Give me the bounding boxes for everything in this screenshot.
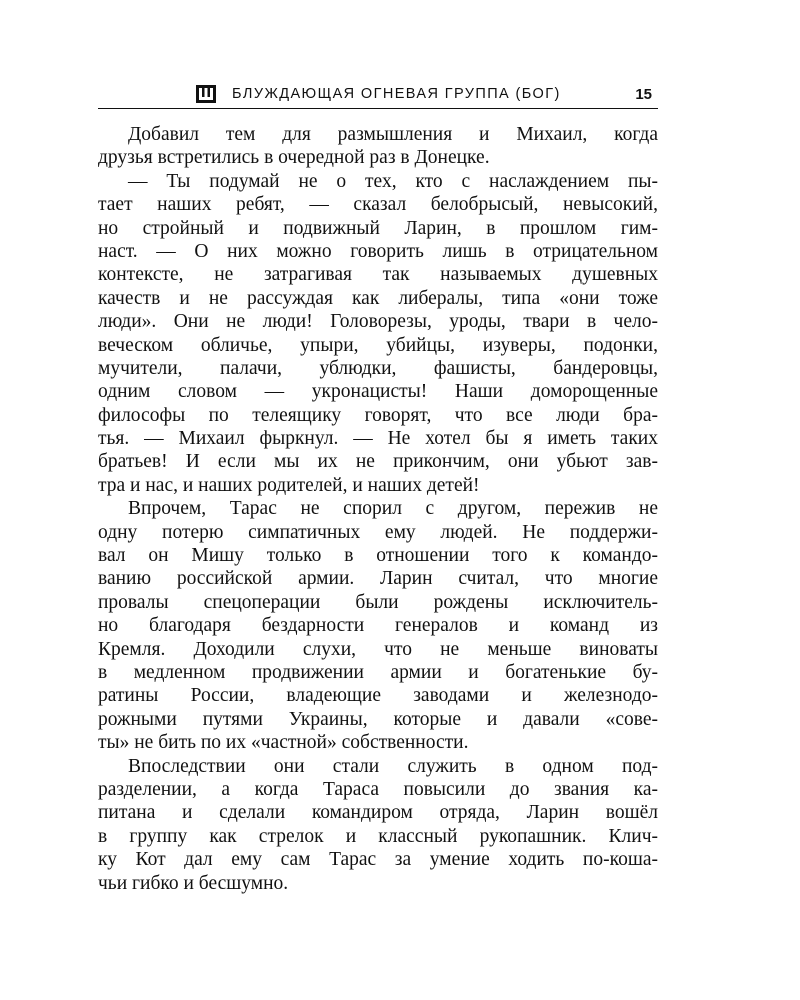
text-line: ку Кот дал ему сам Тарас за умение ходить по-коша-: [98, 849, 658, 871]
body-text: [98, 123, 658, 895]
text-line: веческом обличье, упыри, убийцы, изуверы, подонки,: [98, 334, 658, 356]
text-line: тра и нас, и наших родителей, и наших детей!: [98, 474, 480, 496]
text-line: но стройный и подвижный Ларин, в прошлом гим-: [98, 217, 658, 239]
text-line: Впрочем, Тарас не спорил с другом, пережив не: [128, 498, 658, 520]
text-line: Впоследствии они стали служить в одном под-: [128, 755, 658, 777]
text-line: мучители, палачи, ублюдки, фашисты, бандеровцы,: [98, 357, 658, 379]
text-line: провалы спецоперации были рождены исключитель-: [98, 591, 658, 613]
publisher-logo-icon: [196, 85, 216, 103]
page-number: 15: [635, 85, 652, 103]
text-line: разделении, а когда Тараса повысили до звания ка-: [98, 778, 658, 800]
text-line: качеств и не рассуждая как либералы, типа «они тоже: [98, 287, 658, 309]
book-title: БЛУЖДАЮЩАЯ ОГНЕВАЯ ГРУППА (БОГ): [232, 86, 561, 102]
text-line: тья. — Михаил фыркнул. — Не хотел бы я иметь таких: [98, 428, 658, 450]
text-line: контексте, не затрагивая так называемых душевных: [98, 264, 658, 286]
text-line: чьи гибко и бесшумно.: [98, 872, 289, 894]
text-line: ратины России, владеющие заводами и железнодо-: [98, 685, 658, 707]
text-line: одну потерю симпатичных ему людей. Не поддержи-: [98, 521, 658, 543]
text-line: Добавил тем для размышления и Михаил, когда: [128, 124, 658, 145]
text-line: друзья встретились в очередной раз в Донецке.: [98, 147, 490, 169]
text-line: но благодаря бездарности генералов и команд из: [98, 615, 658, 637]
text-line: философы по телеящику говорят, что все люди бра-: [98, 404, 658, 426]
text-line: ты» не бить по их «частной» собственности.: [98, 732, 469, 754]
text-line: вал он Мишу только в отношении того к командо-: [98, 545, 658, 567]
text-line: Кремля. Доходили слухи, что не меньше виноваты: [98, 638, 658, 660]
text-line: рожными путями Украины, которые и давали «сове-: [98, 708, 658, 730]
text-line: одним словом — укронацисты! Наши доморощенные: [98, 381, 658, 403]
text-line: в группу как стрелок и классный рукопашник. Клич-: [98, 825, 658, 847]
text-line: наст. — О них можно говорить лишь в отрицательном: [98, 240, 658, 262]
book-page: [98, 82, 658, 895]
running-header: [98, 82, 658, 109]
text-line: тает наших ребят, — сказал белобрысый, невысокий,: [98, 194, 658, 216]
text-line: братьев! И если мы их не прикончим, они убьют зав-: [98, 451, 658, 473]
text-line: питана и сделали командиром отряда, Ларин вошёл: [98, 802, 658, 824]
text-line: ванию российской армии. Ларин считал, что многие: [98, 568, 658, 590]
text-line: в медленном продвижении армии и богатенькие бу-: [98, 661, 658, 683]
text-line: — Ты подумай не о тех, кто с наслаждением пы-: [128, 170, 658, 192]
text-line: люди». Они не люди! Головорезы, уроды, твари в чело-: [98, 311, 658, 333]
